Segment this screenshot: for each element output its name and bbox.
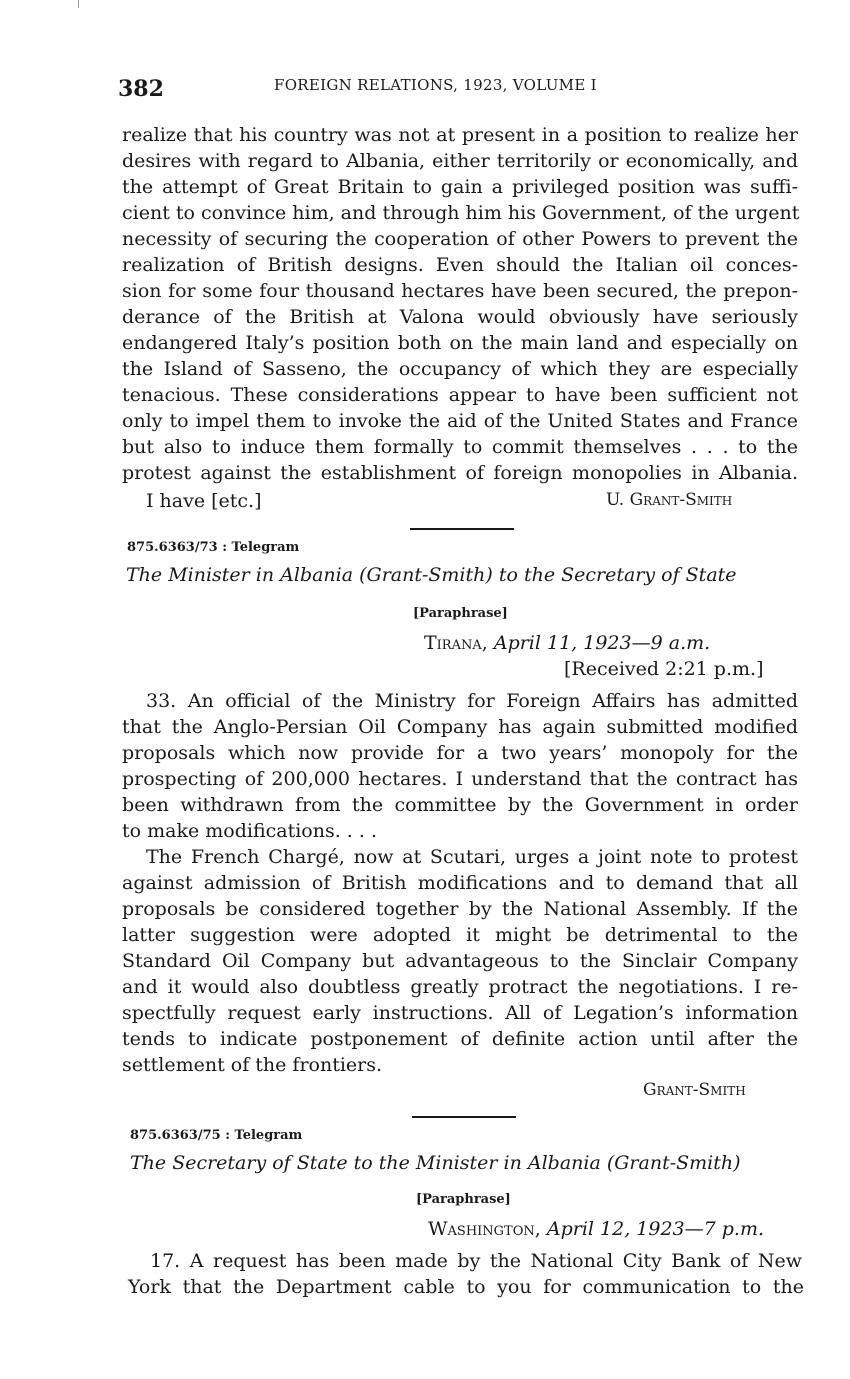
closing-formula: I have [etc.] bbox=[146, 490, 262, 512]
text-line: tenacious. These considerations appear to have been sufficient not bbox=[122, 384, 798, 406]
text-line: derance of the British at Valona would obviously have seriously bbox=[122, 306, 798, 328]
dateline-place: Washington bbox=[428, 1218, 535, 1240]
section-divider bbox=[412, 1116, 516, 1118]
paraphrase-note: [Paraphrase] bbox=[416, 1192, 511, 1207]
text-line: to make modifications. . . . bbox=[122, 820, 378, 842]
text-line: latter suggestion were adopted it might be detrimental to the bbox=[122, 924, 798, 946]
text-line: 17. A request has been made by the National City Bank of New bbox=[150, 1250, 802, 1272]
text-line: cient to convince him, and through him his Government, of the urgent bbox=[122, 202, 800, 224]
text-line: realize that his country was not at present in a position to realize her bbox=[122, 124, 798, 146]
scan-mark bbox=[78, 0, 79, 8]
signature: Grant-Smith bbox=[643, 1080, 746, 1100]
running-title: FOREIGN RELATIONS, 1923, VOLUME I bbox=[274, 76, 597, 94]
file-reference: 875.6363/75 : Telegram bbox=[130, 1128, 303, 1143]
paraphrase-note: [Paraphrase] bbox=[413, 606, 508, 621]
document-title: The Secretary of State to the Minister in Albania (Grant-Smith) bbox=[130, 1152, 741, 1174]
document-title: The Minister in Albania (Grant-Smith) to the Secretary of State bbox=[126, 564, 737, 586]
text-line: that the Anglo-Persian Oil Company has again submitted modified bbox=[122, 716, 798, 738]
file-reference: 875.6363/73 : Telegram bbox=[127, 540, 300, 555]
text-line: prospecting of 200,000 hectares. I understand that the contract has bbox=[122, 768, 798, 790]
text-line: been withdrawn from the committee by the Government in order bbox=[122, 794, 798, 816]
text-line: but also to induce them formally to commit themselves . . . to the bbox=[122, 436, 798, 458]
page-number: 382 bbox=[118, 76, 164, 102]
received-note: [Received 2:21 p.m.] bbox=[564, 658, 764, 680]
text-line: proposals which now provide for a two years’ monopoly for the bbox=[122, 742, 798, 764]
section-divider bbox=[410, 528, 514, 530]
dateline: Washington, April 12, 1923—7 p.m. bbox=[428, 1218, 765, 1240]
dateline-date: April 12, 1923—7 p.m. bbox=[546, 1218, 765, 1240]
text-line: 33. An official of the Ministry for Foreign Affairs has admitted bbox=[146, 690, 798, 712]
text-line: the Island of Sasseno, the occupancy of which they are especially bbox=[122, 358, 798, 380]
text-line: tends to indicate postponement of definite action until after the bbox=[122, 1028, 798, 1050]
signature: U. Grant-Smith bbox=[606, 490, 733, 510]
text-line: proposals be considered together by the National Assembly. If the bbox=[122, 898, 798, 920]
text-line: against admission of British modifications and to demand that all bbox=[122, 872, 798, 894]
text-line: sion for some four thousand hectares have been secured, the prepon- bbox=[122, 280, 798, 302]
dateline: Tirana, April 11, 1923—9 a.m. bbox=[424, 632, 711, 654]
text-line: desires with regard to Albania, either territorily or economically, and bbox=[122, 150, 798, 172]
text-line: settlement of the frontiers. bbox=[122, 1054, 383, 1076]
text-line: protest against the establishment of foreign monopolies in Albania. bbox=[122, 462, 798, 484]
text-line: endangered Italy’s position both on the main land and especially on bbox=[122, 332, 798, 354]
dateline-date: April 11, 1923—9 a.m. bbox=[493, 632, 711, 654]
text-line: York that the Department cable to you for communication to the bbox=[128, 1276, 804, 1298]
text-line: The French Chargé, now at Scutari, urges a joint note to protest bbox=[146, 846, 798, 868]
text-line: only to impel them to invoke the aid of the United States and France bbox=[122, 410, 798, 432]
text-line: the attempt of Great Britain to gain a privileged position was suffi- bbox=[122, 176, 798, 198]
text-line: Standard Oil Company but advantageous to the Sinclair Company bbox=[122, 950, 798, 972]
dateline-place: Tirana bbox=[424, 632, 482, 654]
text-line: necessity of securing the cooperation of other Powers to prevent the bbox=[122, 228, 798, 250]
text-line: realization of British designs. Even should the Italian oil conces- bbox=[122, 254, 798, 276]
text-line: spectfully request early instructions. All of Legation’s information bbox=[122, 1002, 798, 1024]
text-line: and it would also doubtless greatly protract the negotiations. I re- bbox=[122, 976, 798, 998]
